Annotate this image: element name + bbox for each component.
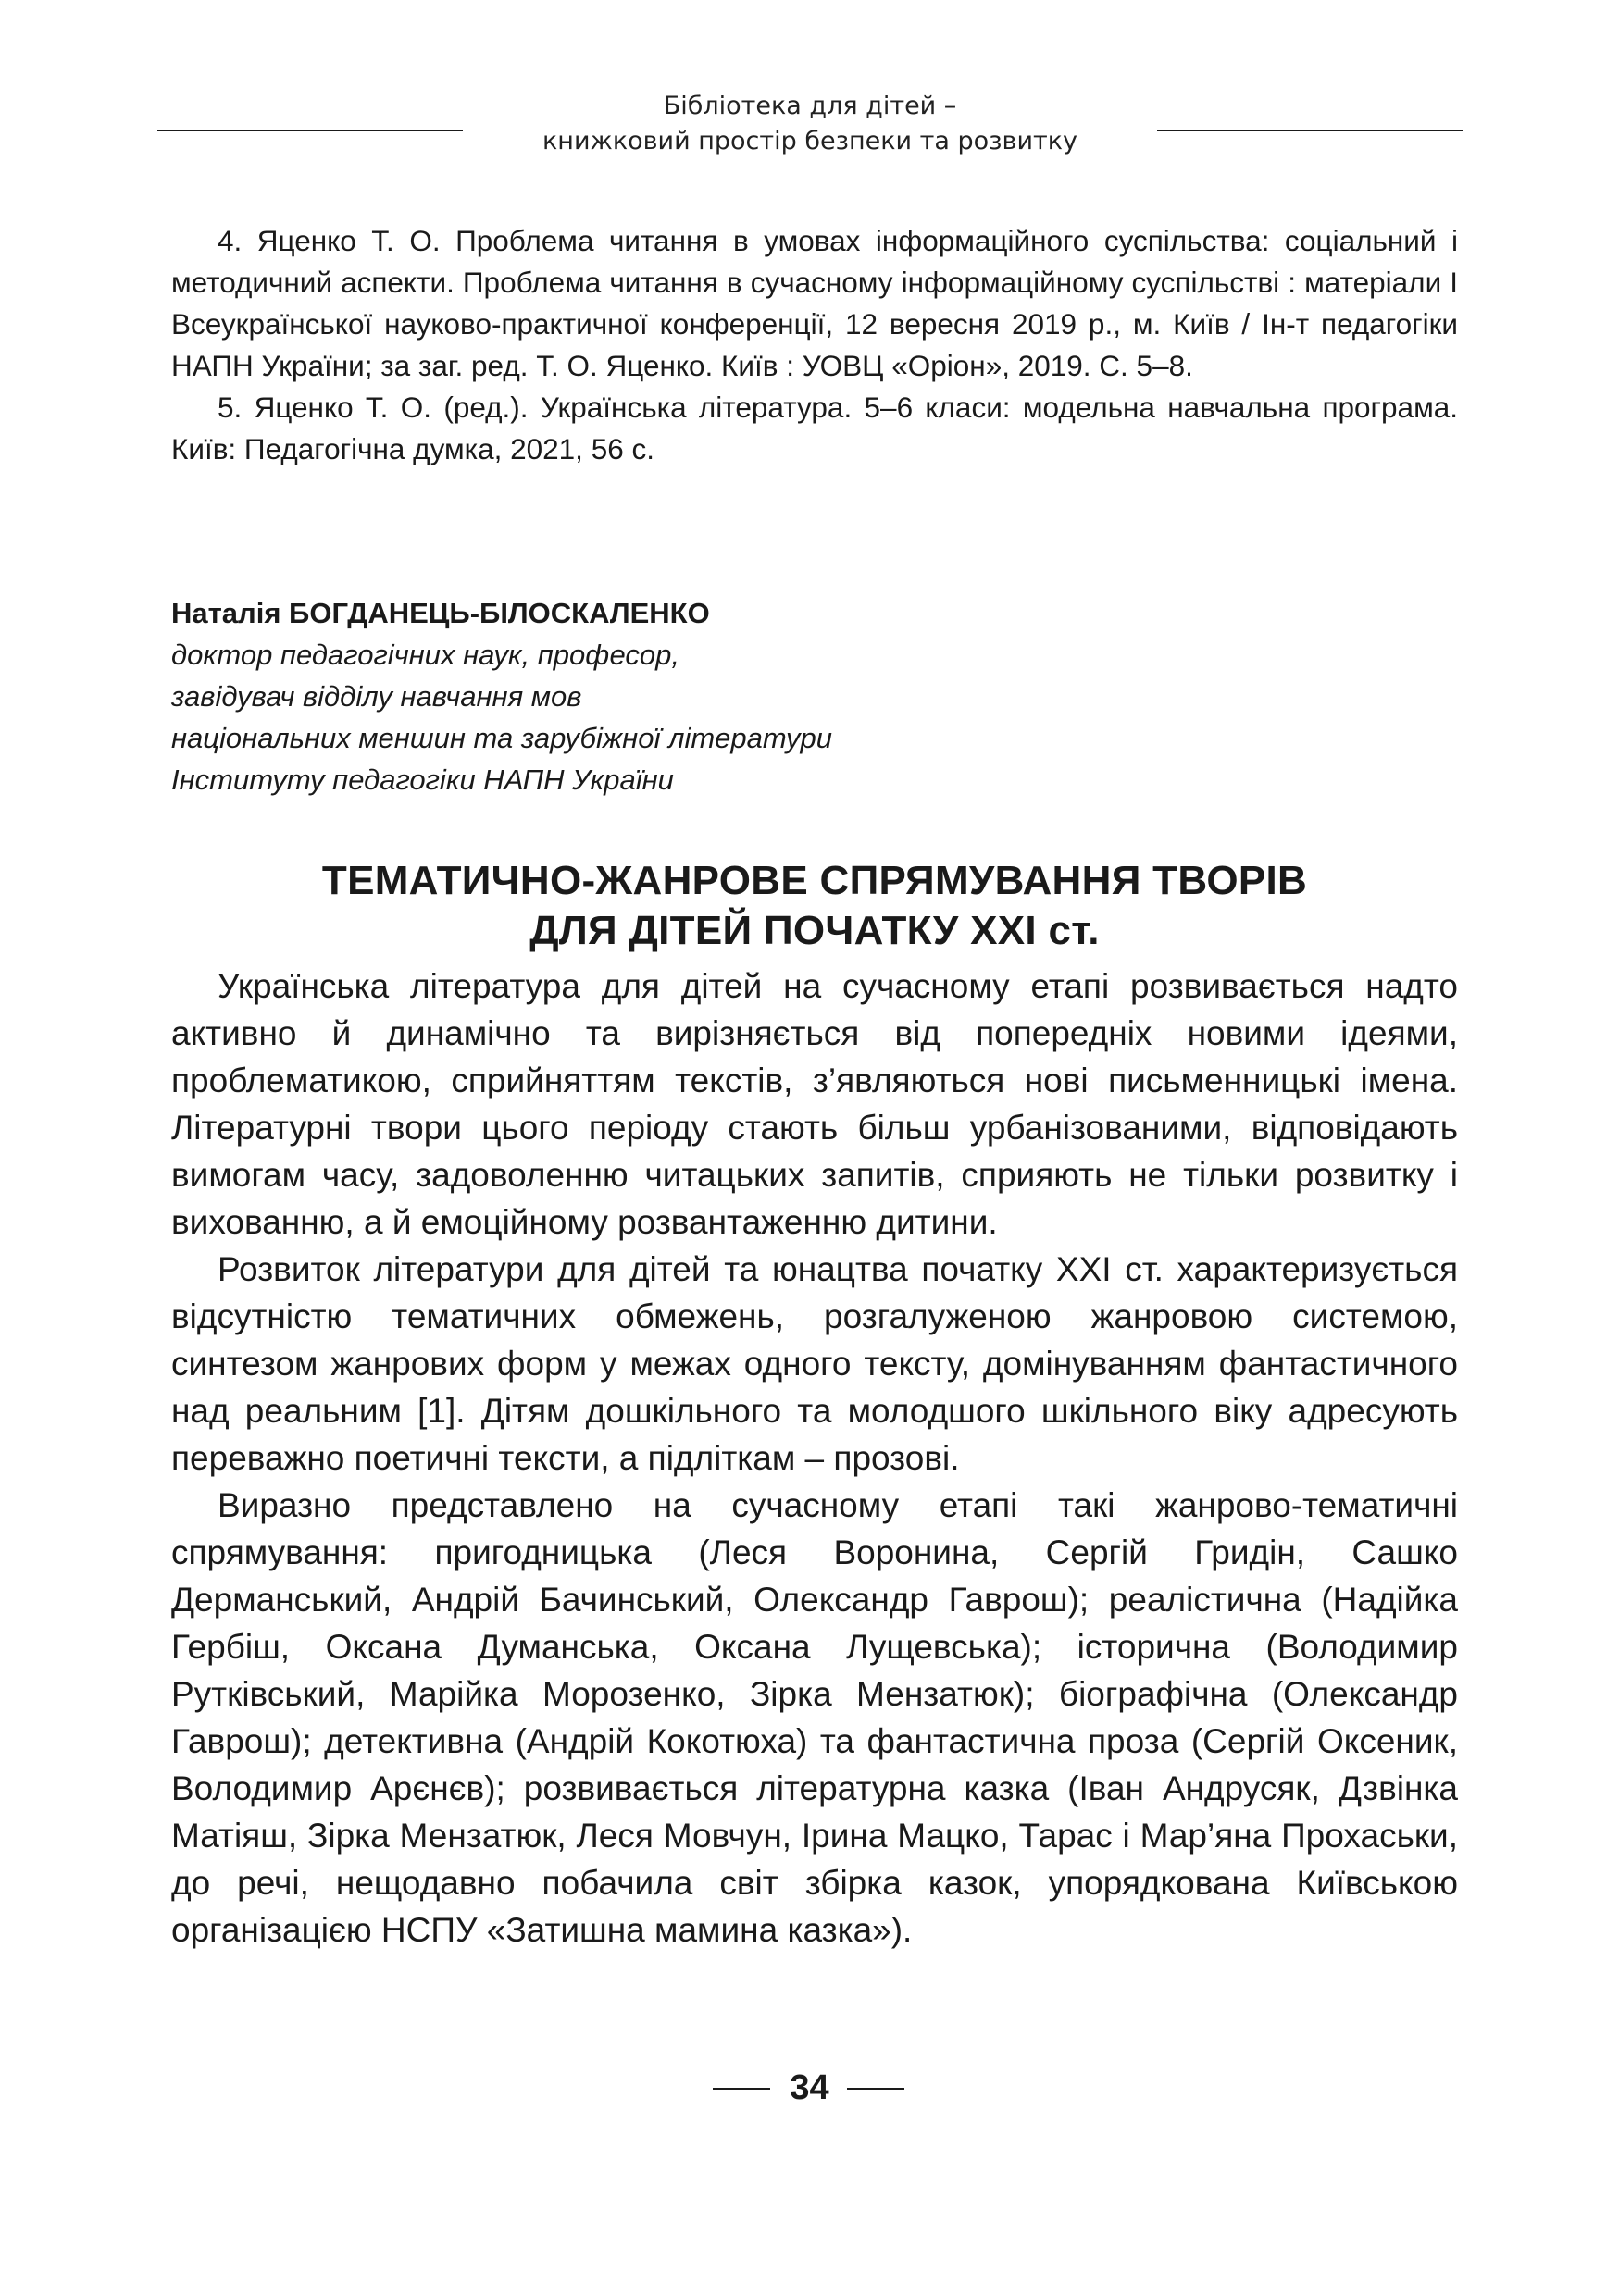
page-number-rule-right <box>847 2088 904 2090</box>
article-body <box>171 962 1458 1954</box>
author-position-line: завідувач відділу навчання мов <box>171 680 582 713</box>
body-paragraph: Виразно представлено на сучасному етапі такі жанрово-тематичні спрямування: пригодницька (Леся Воронина, Сергій Гридін, Сашко Дерманський, Андрій Бачинський, Олександр Гаврош); реалістична (Надійка Гербіш, Оксана Думанська, Оксана Лущевська); історична (Володимир Рутківський, Марійка Морозенко, Зірка Мензатюк); біографічна (Олександр Гаврош); детективна (Андрій Кокотюха) та фантастична проза (Сергій Оксеник, Володимир Арєнєв); розвивається літературна казка (Іван Андрусяк, Дзвінка Матіяш, Зірка Мензатюк, Леся Мовчун, Ірина Мацко, Тарас і Мар’яна Прохаськи, до речі, нещодавно побачила світ збірка казок, упорядкована Київською організацією НСПУ «Затишна мамина казка»). <box>171 1486 1458 1949</box>
page-number: 34 <box>790 2068 829 2107</box>
reference-item: 4. Яценко Т. О. Проблема читання в умовах інформаційного суспільства: соціальний і методичний аспекти. Проблема читання в сучасному інформаційному суспільстві : матеріали І Всеукраїнської науково-практичної конференції, 12 вересня 2019 р., м. Київ / Ін-т педагогіки НАПН України; за заг. ред. Т. О. Яценко. Київ : УОВЦ «Оріон», 2019. С. 5–8. <box>171 224 1458 382</box>
article-title <box>171 856 1458 956</box>
body-paragraph: Розвиток літератури для дітей та юнацтва початку XXI ст. характеризується відсутністю тематичних обмежень, розгалуженою жанровою системою, синтезом жанрових форм у межах одного тексту, домінуванням фантастичного над реальним [1]. Дітям дошкільного та молодшого шкільного віку адресують переважно поетичні тексти, а підліткам – прозові. <box>171 1250 1458 1477</box>
author-name: Наталія БОГДАНЕЦЬ-БІЛОСКАЛЕНКО <box>171 597 710 629</box>
header-title <box>157 89 1463 159</box>
reference-item: 5. Яценко Т. О. (ред.). Українська література. 5–6 класи: модельна навчальна програма. Київ: Педагогічна думка, 2021, 56 с. <box>171 391 1458 465</box>
author-position-line: національних меншин та зарубіжної літератури <box>171 722 833 754</box>
author-position-line: Інституту педагогіки НАПН України <box>171 763 674 796</box>
header-line-2: книжковий простір безпеки та розвитку <box>542 127 1078 155</box>
author-position-line: доктор педагогічних наук, професор, <box>171 639 679 671</box>
references-list <box>171 220 1458 470</box>
body-paragraph: Українська література для дітей на сучасному етапі розвивається надто активно й динамічно та вирізняється від попередніх новими ідеями, проблематикою, сприйняттям текстів, з’являються нові письменницькі імена. Літературні твори цього періоду стають більш урбанізованими, відповідають вимогам часу, задоволенню читацьких запитів, сприяють не тільки розвитку і вихованню, а й емоційному розвантаженню дитини. <box>171 967 1458 1241</box>
running-header <box>157 89 1463 163</box>
title-line-1: ТЕМАТИЧНО-ЖАНРОВЕ СПРЯМУВАННЯ ТВОРІВ <box>321 858 1308 903</box>
author-block <box>171 592 1458 800</box>
page-footer <box>0 2065 1619 2111</box>
header-line-1: Бібліотека для дітей – <box>663 92 957 120</box>
title-line-2: ДЛЯ ДІТЕЙ ПОЧАТКУ XXI ст. <box>529 908 1100 953</box>
